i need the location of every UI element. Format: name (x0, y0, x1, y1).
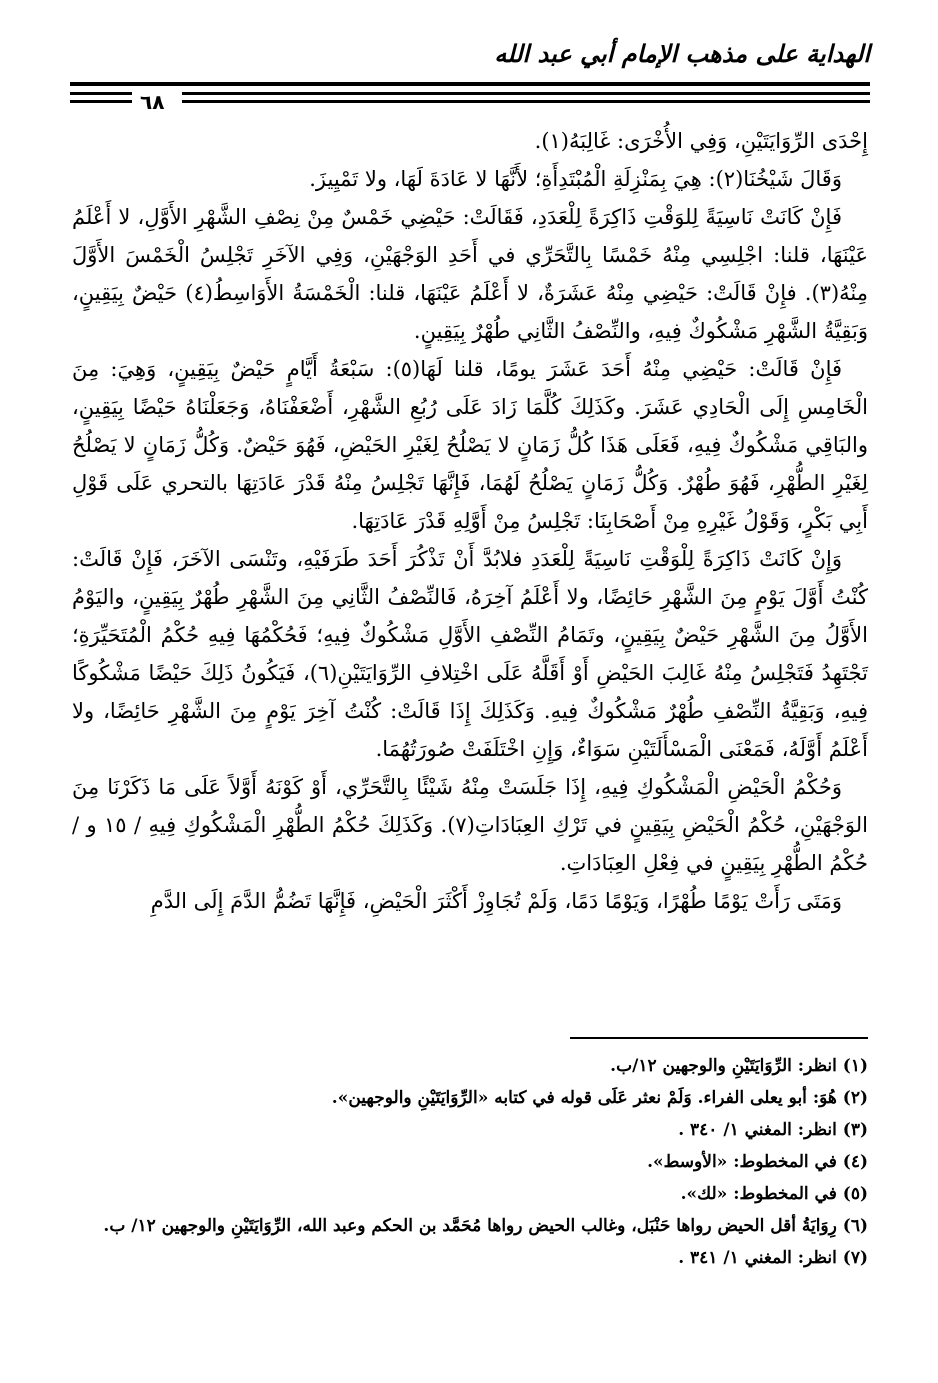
header-rule-right-upper (182, 92, 870, 95)
footnote-separator (570, 1037, 868, 1039)
book-title: الهداية على مذهب الإمام أبي عبد الله (494, 40, 870, 68)
paragraph: فَإِنْ كَانَتْ نَاسِيَةً لِلوَقْتِ ذَاكِرَةً لِلْعَدَدِ، فَقَالَتْ: حَيْضِي خَمْسٌ مِنْ نِصْفِ الشَّهْرِ الأَوَّلِ، لا أَعْلَمُ عَيْنَهَا، قلنا: اجْلِسِي مِنْهُ خَمْسًا بِالتَّحَرِّي في أَحَدِ الوَجْهَيْنِ، وَفِي الآخَرِ تَجْلِسُ الْخَمْسَ الأَوَّلَ مِنْهُ(٣). فإِنْ قَالَتْ: حَيْضِي مِنْهُ عَشَرَةٌ، لا أَعْلَمُ عَيْنَهَا، قلنا: الْخَمْسَةُ الأَوَاسِطُ(٤) حَيْضٌ بِيَقِينٍ، وَبَقِيَّةُ الشَّهْرِ مَشْكُوكٌ فِيهِ، والنِّصْفُ الثَّانِي طُهْرٌ بِيَقِينٍ. (72, 205, 868, 343)
footnote: (٢) هُوَ: أبو يعلى الفراء. وَلَمْ نعثر عَلَى قوله في كتابه «الرِّوَايَتَيْنِ والوجهين». (331, 1088, 868, 1108)
header-rule (70, 82, 870, 86)
paragraph: وَمَتَى رَأَتْ يَوْمًا طُهْرًا، وَيَوْمًا دَمًا، وَلَمْ تُجَاوِزْ أَكْثَرَ الْحَيْضِ، فَإِنَّهَا تَضُمُّ الدَّمَ إِلَى الدَّمِ (150, 889, 842, 913)
header-rule-left-upper (70, 92, 132, 95)
footnote: (٣) انظر: المغني ١/ ٣٤٠ . (678, 1120, 868, 1140)
footnote: (٧) انظر: المغني ١/ ٣٤١ . (678, 1248, 868, 1268)
page-header (70, 40, 870, 114)
header-rule-left-lower (70, 100, 132, 103)
main-text (72, 122, 868, 920)
footnotes (72, 1050, 868, 1274)
paragraph: وَقَالَ شَيْخُنَا(٢): هِيَ بِمَنْزِلَةِ الْمُبْتَدِأَةِ؛ لأَنَّهَا لا عَادَةَ لَهَا، ولا تَمْيِيزَ. (309, 167, 842, 191)
paragraph: إِحْدَى الرِّوَايَتَيْنِ، وَفِي الأُخْرَى: غَالِبَهُ(١). (534, 129, 868, 153)
paragraph: فَإِنْ قَالَتْ: حَيْضِي مِنْهُ أَحَدَ عَشَرَ يومًا، قلنا لَهَا(٥): سَبْعَةُ أَيَّامٍ حَيْضٌ بِيَقِينٍ، وَهِيَ: مِنَ الْخَامِسِ إِلَى الْحَادِي عَشَرَ. وكَذَلِكَ كُلَّمَا زَادَ عَلَى رُبُعِ الشَّهْرِ، أَضْعَفْنَاهُ، وَجَعَلْنَاهُ حَيْضًا بِيَقِينٍ، والبَاقِي مَشْكُوكٌ فِيهِ، فَعَلَى هَذَا كُلُّ زَمَانٍ لا يَصْلُحُ لِغَيْرِ الحَيْضِ، فَهُوَ حَيْضٌ. وَكُلُّ زَمَانٍ لا يَصْلُحُ لِغَيْرِ الطُّهْرِ، فَهُوَ طُهْرٌ. وَكُلُّ زَمَانٍ يَصْلُحُ لَهُمَا، فَإِنَّهَا تَجْلِسُ مِنْهُ قَدْرَ عَادَتِهَا بالتحري عَلَى قَوْلِ أَبِي بَكْرٍ، وَقَوْلُ غَيْرِهِ مِنْ أَصْحَابِنَا: تَجْلِسُ مِنْ أَوَّلِهِ قَدْرَ عَادَتِهَا. (72, 357, 868, 533)
page-number: ٦٨ (140, 90, 165, 114)
paragraph: وَحُكْمُ الْحَيْضِ الْمَشْكُوكِ فِيهِ، إِذَا جَلَسَتْ مِنْهُ شَيْئًا بِالتَّحَرِّي، أَوْ كَوْنَهُ أَوَّلاً عَلَى مَا ذَكَرْنَا مِنَ الوَجْهَيْنِ، حُكْمُ الْحَيْضِ بِيَقِينٍ في تَرْكِ العِبَادَاتِ(٧). وَكَذَلِكَ حُكْمُ الطُّهْرِ الْمَشْكُوكِ فِيهِ / ١٥ و / حُكْمُ الطُّهْرِ بِيَقِينٍ في فِعْلِ العِبَادَاتِ. (72, 775, 868, 875)
footnote: (٤) في المخطوط: «الأوسط». (647, 1152, 868, 1172)
footnote: (٥) في المخطوط: «لك». (680, 1184, 868, 1204)
header-rule-right-lower (182, 100, 870, 103)
paragraph: وَإِنْ كَانَتْ ذَاكِرَةً لِلْوَقْتِ نَاسِيَةً لِلْعَدَدِ فلابُدَّ أَنْ تَذْكُرَ أَحَدَ طَرَفَيْهِ، وتَنْسَى الآخَرَ، فَإِنْ قَالَتْ: كُنْتُ أَوَّلَ يَوْمٍ مِنَ الشَّهْرِ حَائِضًا، ولا أَعْلَمُ آخِرَهُ، فَالنِّصْفُ الثَّانِي مِنَ الشَّهْرِ طُهْرٌ بِيَقِينٍ، واليَوْمُ الأَوَّلُ مِنَ الشَّهْرِ حَيْضٌ بِيَقِينٍ، وتَمَامُ النِّصْفِ الأَوَّلِ مَشْكُوكٌ فِيهِ؛ فَحُكْمُهَا فِيهِ حُكْمُ الْمُتَحَيِّرَةِ؛ تَجْتَهِدُ فَتَجْلِسُ مِنْهُ غَالِبَ الحَيْضِ أَوْ أَقَلَّهُ عَلَى اخْتِلافِ الرِّوَايَتَيْنِ(٦)، فَيَكُونُ ذَلِكَ حَيْضًا مَشْكُوكًا فِيهِ، وَبَقِيَّةُ النِّصْفِ طُهْرٌ مَشْكُوكٌ فِيهِ. وَكَذَلِكَ إِذَا قَالَتْ: كُنْتُ آخِرَ يَوْمٍ مِنَ الشَّهْرِ حَائِضًا، ولا أَعْلَمُ أَوَّلَهُ، فَمَعْنَى الْمَسْأَلَتَيْنِ سَوَاءٌ، وَإِنِ اخْتَلَفَتْ صُورَتُهُمَا. (72, 547, 868, 761)
footnote: (١) انظر: الرِّوَايَتَيْنِ والوجهين ١٢/ب. (610, 1056, 868, 1076)
footnote: (٦) رِوَايَةُ أقل الحيض رواها حَنْبَل، وغالب الحيض رواها مُحَمَّد بن الحكم وعبد الله، الرِّوَايَتَيْنِ والوجهين ١٢/ ب. (103, 1216, 868, 1236)
